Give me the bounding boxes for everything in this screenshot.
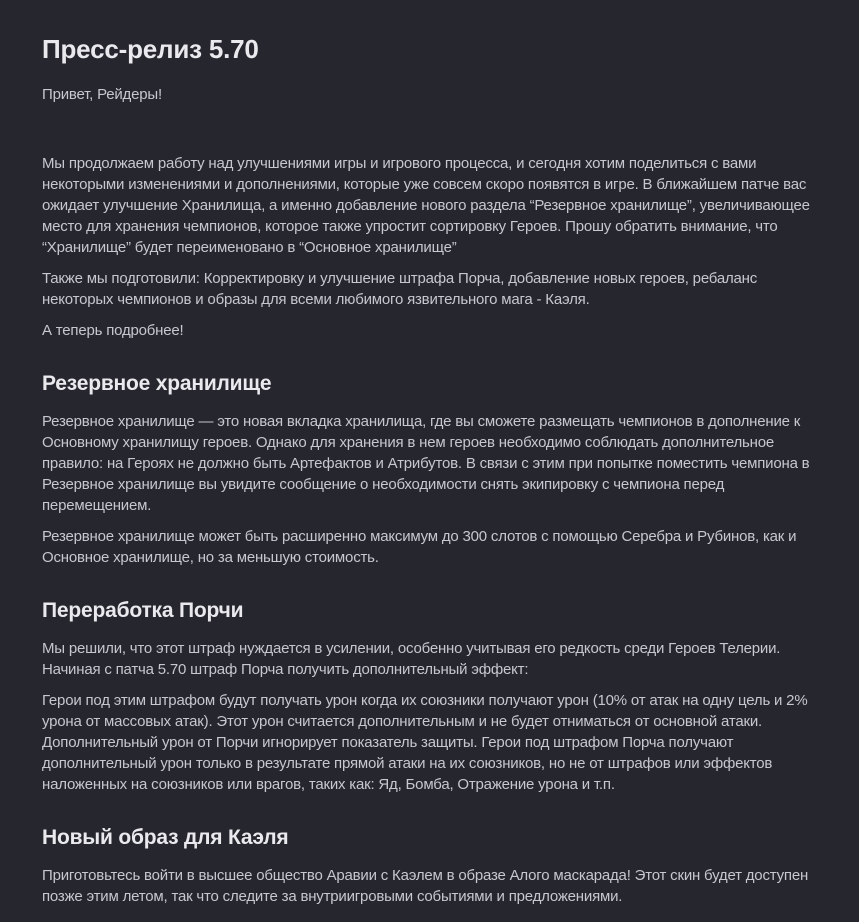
section-reserve-vault bbox=[42, 369, 820, 568]
intro-paragraph-3: А теперь подробнее! bbox=[42, 322, 184, 339]
section-paragraph: Резервное хранилище — это новая вкладка хранилища, где вы сможете размещать чемпионов в дополнение к Основному хранилищу героев. Однако для хранения в нем героев необходимо соблюдать дополнительное правило: на Героях не должно быть Артефактов и Атрибутов. В связи с этим при попытке поместить чемпиона в Резервное хранилище вы увидите сообщение о необходимости снять экипировку с чемпиона перед перемещением. bbox=[42, 413, 810, 514]
greeting-text: Привет, Рейдеры! bbox=[42, 86, 162, 103]
section-heading-curse-rework: Переработка Порчи bbox=[42, 599, 244, 622]
section-curse-rework bbox=[42, 596, 820, 795]
intro-paragraph-1: Мы продолжаем работу над улучшениями игры и игрового процесса, и сегодня хотим поделиться с вами некоторыми изменениями и дополнениями, которые уже совсем скоро появятся в игре. В ближайшем патче вас ожидает улучшение Хранилища, а именно добавление нового раздела “Резервное хранилище”, увеличивающее место для хранения чемпионов, которое также упростит сортировку Героев. Прошу обратить внимание, что “Хранилище” будет переименовано в “Основное хранилище” bbox=[42, 155, 810, 256]
section-paragraph: Мы решили, что этот штраф нуждается в усилении, особенно учитывая его редкость среди Героев Телерии. Начиная с патча 5.70 штраф Порча получить дополнительный эффект: bbox=[42, 640, 781, 678]
section-paragraph: Приготовьтесь войти в высшее общество Аравии с Каэлем в образе Алого маскарада! Этот скин будет доступен позже этим летом, так что следите за внутриигровыми событиями и предложениями. bbox=[42, 867, 809, 905]
section-new-kael-skin bbox=[42, 823, 820, 907]
section-heading-reserve-vault: Резервное хранилище bbox=[42, 372, 272, 395]
section-paragraph: Резервное хранилище может быть расширенно максимум до 300 слотов с помощью Серебра и Рубинов, как и Основное хранилище, но за меньшую стоимость. bbox=[42, 528, 797, 566]
intro-paragraph-2: Также мы подготовили: Корректировку и улучшение штрафа Порча, добавление новых героев, ребаланс некоторых чемпионов и образы для всеми любимого язвительного мага - Каэля. bbox=[42, 270, 758, 308]
section-heading-new-kael-skin: Новый образ для Каэля bbox=[42, 826, 289, 849]
section-paragraph: Герои под этим штрафом будут получать урон когда их союзники получают урон (10% от атак на одну цель и 2% урона от массовых атак). Этот урон считается дополнительным и не будет отниматься от основной атаки. Дополнительный урон от Порчи игнорирует показатель защиты. Герои под штрафом Порча получают дополнительный урон только в результате прямой атаки на их союзников, но не от штрафов или эффектов наложенных на союзников или врагов, таких как: Яд, Бомба, Отражение урона и т.п. bbox=[42, 692, 808, 793]
page-title: Пресс-релиз 5.70 bbox=[42, 34, 259, 64]
